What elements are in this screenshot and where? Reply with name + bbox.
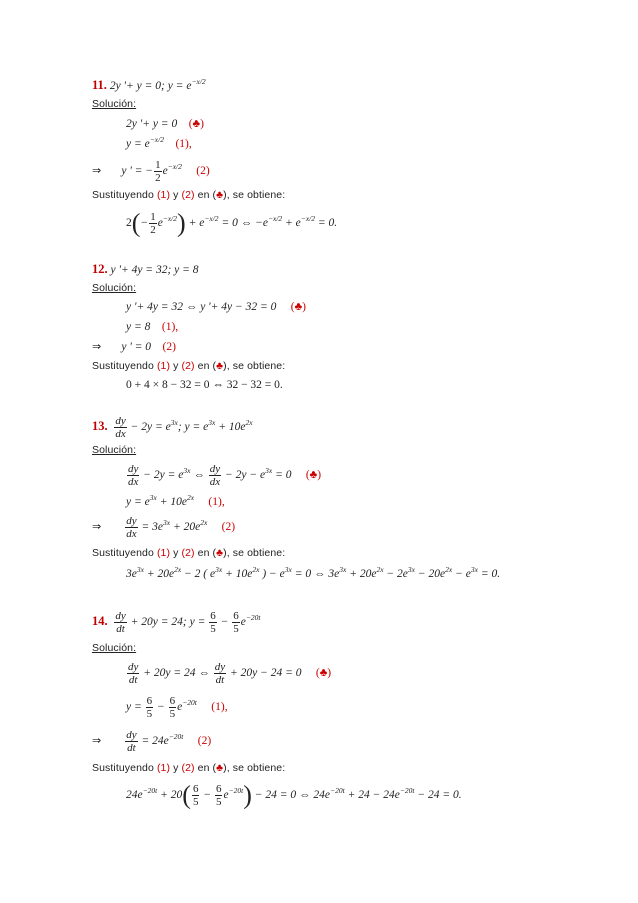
implies-arrow: ⇒ — [92, 734, 102, 747]
problem-number: 14. — [92, 614, 108, 628]
solution-label: Solución: — [92, 444, 137, 456]
tag-1: (1), — [175, 138, 192, 150]
solution-label: Solución: — [92, 282, 137, 294]
result-equation: $3e^{3x} + 20e^{2x} - 2$ ( $e^{3x} + 10e^{2x}$ ) − $e^{3x} = 0$ ⇔ $3e^{3x} + 20e^{2x} - 2e^{3x} - 20e^{2x} - e^{3x} = 0$. — [126, 565, 501, 580]
equation: $\frac{dy}{dt}$ + 20y = 24 ⇔ $\frac{dy}{dt}$ + 20y − 24 = 0 (♣) — [128, 660, 332, 686]
implies-arrow: ⇒ — [92, 164, 102, 177]
equation: 2y '+ y = 0; $y = e^{-x/2}$ — [109, 77, 206, 92]
equation: $\frac{dy}{dx}$ − $2y = e^{3x}$ ⇔ $\frac{dy}{dx}$ − $2y - e^{3x} = 0$ (♣) — [128, 462, 322, 488]
equation: $y = e^{-x/2}$ (1), — [126, 135, 192, 150]
problem-12-statement — [92, 262, 199, 277]
tag-1: (1), — [211, 701, 228, 713]
equation: $y = e^{3x} + 10e^{2x}$ (1), — [126, 493, 225, 508]
tag-2: (2) — [196, 165, 210, 177]
equation: y = $\frac{6}{5}$ − $\frac{6}{5}$ $e^{-20t}$ (1), — [126, 694, 228, 720]
problem-number: 13. — [92, 419, 108, 433]
substitution-text: Sustituyendo (1) y (2) en (♣), se obtiene: — [92, 189, 286, 201]
problem-number: 12. — [92, 262, 108, 276]
equation: ⇒ y ' = − $\frac{1}{2}$ $e^{-x/2}$ (2) — [92, 158, 210, 184]
equation: y '+ 4y = 32 ⇔ y '+ 4y − 32 = 0 (♣) — [126, 301, 306, 313]
equation: $\frac{dy}{dx}$ − $2y = e^{3x}$; $y = e^{3x} + 10e^{2x}$ — [115, 414, 253, 440]
tag-2: (2) — [162, 341, 176, 353]
tag-1: (1), — [161, 321, 179, 333]
problem-11-statement — [92, 78, 206, 93]
tag-club: (♣) — [305, 469, 322, 481]
tag-2: (2) — [221, 521, 236, 533]
problem-13-statement — [92, 411, 253, 442]
tag-2: (2) — [197, 735, 212, 747]
tag-1: (1), — [208, 496, 225, 508]
tag-club: (♣) — [315, 667, 332, 679]
tag-club: (♣) — [290, 301, 306, 313]
substitution-text: Sustituyendo (1) y (2) en (♣), se obtiene: — [92, 360, 286, 372]
solution-label: Solución: — [92, 98, 137, 110]
substitution-text: Sustituyendo (1) y (2) en (♣), se obtiene: — [92, 762, 286, 774]
problem-number: 11. — [92, 78, 107, 92]
equation: 2y '+ y = 0 (♣) — [126, 118, 204, 130]
result-equation: 2(− $\frac{1}{2}$ $e^{-x/2}) + e^{-x/2} = 0$ ⇔ $-e^{-x/2} + e^{-x/2} = 0$. — [126, 208, 338, 238]
problem-14-statement — [92, 606, 261, 637]
implies-arrow: ⇒ — [92, 340, 102, 353]
implies-arrow: ⇒ — [92, 520, 102, 533]
equation: ⇒ $\frac{dy}{dx}$ = $3e^{3x} + 20e^{2x}$ (2) — [92, 514, 236, 540]
solution-label: Solución: — [92, 642, 137, 654]
equation: $\frac{dy}{dt}$ + 20y = 24; y = $\frac{6}{5}$ − $\frac{6}{5}$ $e^{-20t}$ — [115, 609, 261, 635]
equation: y = 8 (1), — [126, 321, 179, 333]
result-equation: 0 + 4 × 8 − 32 = 0 ⇔ 32 − 32 = 0. — [126, 379, 283, 391]
tag-club: (♣) — [188, 118, 204, 130]
equation: y '+ 4y = 32; y = 8 — [110, 264, 199, 276]
substitution-text: Sustituyendo (1) y (2) en (♣), se obtiene: — [92, 547, 286, 559]
equation: ⇒ y ' = 0 (2) — [92, 340, 176, 353]
equation: ⇒ $\frac{dy}{dt}$ = $24e^{-20t}$ (2) — [92, 728, 212, 754]
result-equation: $24e^{-20t} + 20$( $\frac{6}{5}$ − $\frac{6}{5}$ $e^{-20t}) - 24 = 0$ ⇔ $24e^{-20t} + 24 - 24e^{-20t} - 24 = 0$. — [126, 780, 462, 810]
